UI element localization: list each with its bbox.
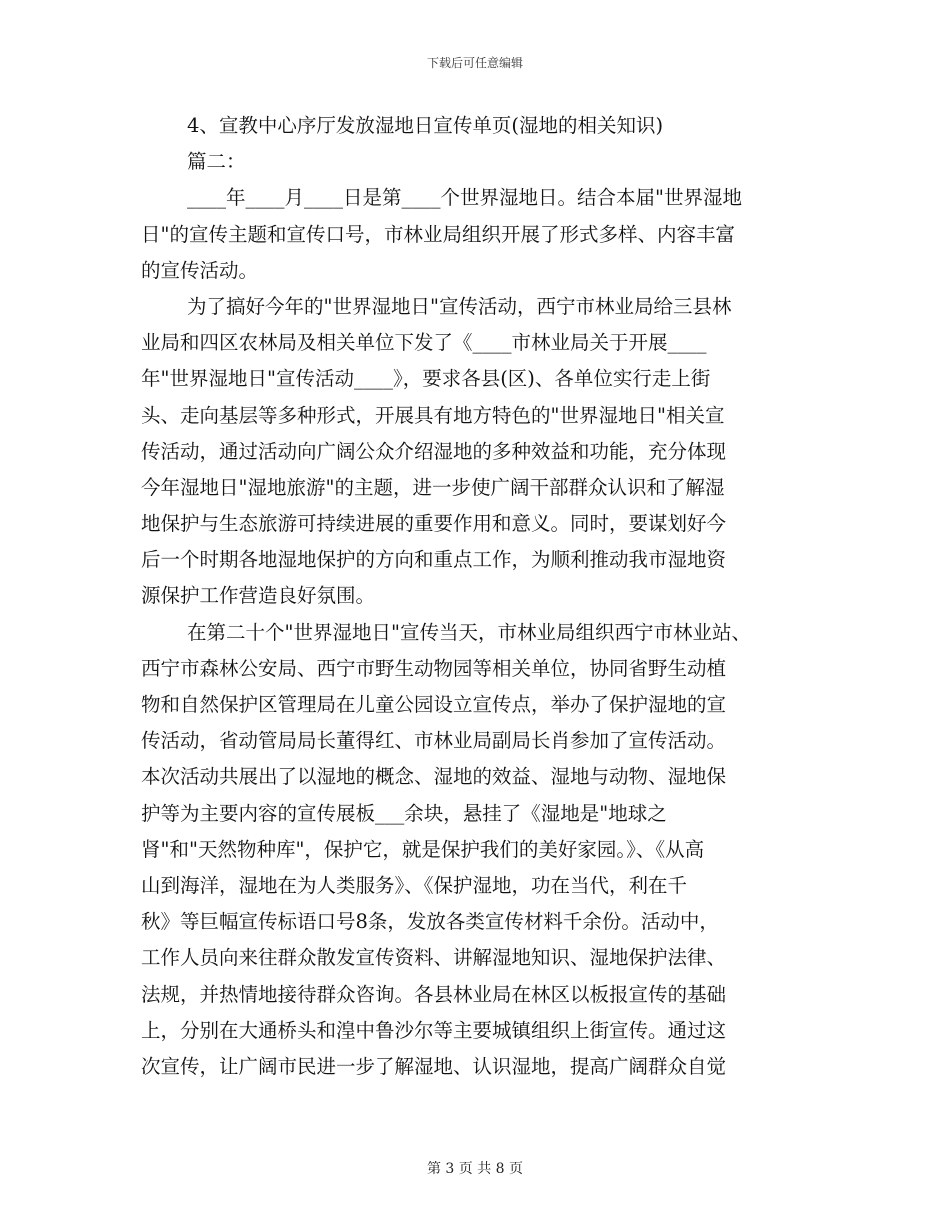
paragraph-line: 日"的宣传主题和宣传口号，市林业局组织开展了形式多样、内容丰富 — [141, 222, 735, 246]
paragraph-line: 地保护与生态旅游可持续进展的重要作用和意义。同时，要谋划好今 — [141, 512, 727, 536]
page-number: 第 3 页 共 8 页 — [426, 1161, 524, 1177]
paragraph-line: 肾"和"天然物种库"，保护它，就是保护我们的美好家园。》、《从高 — [141, 837, 705, 861]
paragraph-line: 山到海洋，湿地在为人类服务》、《保护湿地，功在当代，利在千 — [141, 873, 688, 897]
paragraph-line: ____年____月____日是第____个世界湿地日。结合本届"世界湿地 — [187, 186, 742, 210]
paragraph-line: 本次活动共展出了以湿地的概念、湿地的效益、湿地与动物、湿地保 — [141, 765, 727, 789]
paragraph-line: 年"世界湿地日"宣传活动____》，要求各县(区)、各单位实行走上街 — [141, 367, 711, 391]
paragraph-line: 为了搞好今年的"世界湿地日"宣传活动，西宁市林业局给三县林 — [187, 294, 732, 318]
page-header-note: 下载后可任意编辑 — [426, 56, 523, 70]
paragraph-line: 在第二十个"世界湿地日"宣传当天，市林业局组织西宁市林业站、 — [187, 620, 751, 644]
paragraph-line: 传活动，通过活动向广阔公众介绍湿地的多种效益和功能，充分体现 — [141, 439, 727, 463]
paragraph-line: 法规，并热情地接待群众咨询。各县林业局在林区以板报宣传的基础 — [141, 982, 727, 1006]
list-item-heading: 4、宣教中心序厅发放湿地日宣传单页(湿地的相关知识) — [187, 114, 664, 137]
paragraph-line: 护等为主要内容的宣传展板___余块，悬挂了《湿地是"地球之 — [141, 801, 667, 825]
paragraph-line: 头、走向基层等多种形式，开展具有地方特色的"世界湿地日"相关宣 — [141, 403, 725, 427]
paragraph-line: 次宣传，让广阔市民进一步了解湿地、认识湿地，提高广阔群众自觉 — [141, 1054, 727, 1078]
paragraph-line: 上，分别在大通桥头和湟中鲁沙尔等主要城镇组织上街宣传。通过这 — [141, 1018, 727, 1042]
paragraph-line: 传活动，省动管局局长董得红、市林业局副局长肖参加了宣传活动。 — [141, 729, 727, 753]
paragraph-line: 业局和四区农林局及相关单位下发了《____市林业局关于开展____ — [141, 331, 707, 355]
section-title: 篇二： — [187, 150, 246, 174]
paragraph-line: 秋》等巨幅宣传标语口号8条，发放各类宣传材料千余份。活动中， — [141, 910, 719, 934]
paragraph-line: 工作人员向来往群众散发宣传资料、讲解湿地知识、湿地保护法律、 — [141, 946, 727, 970]
paragraph-line: 今年湿地日"湿地旅游"的主题，进一步使广阔干部群众认识和了解湿 — [141, 475, 725, 499]
paragraph-line: 物和自然保护区管理局在儿童公园设立宣传点，举办了保护湿地的宣 — [141, 693, 727, 716]
paragraph-line: 的宣传活动。 — [141, 258, 259, 282]
paragraph-line: 西宁市森林公安局、西宁市野生动物园等相关单位，协同省野生动植 — [141, 656, 727, 680]
document-body — [141, 108, 811, 1085]
paragraph-line: 源保护工作营造良好氛围。 — [141, 584, 376, 608]
paragraph-line: 后一个时期各地湿地保护的方向和重点工作，为顺利推动我市湿地资 — [141, 548, 727, 572]
